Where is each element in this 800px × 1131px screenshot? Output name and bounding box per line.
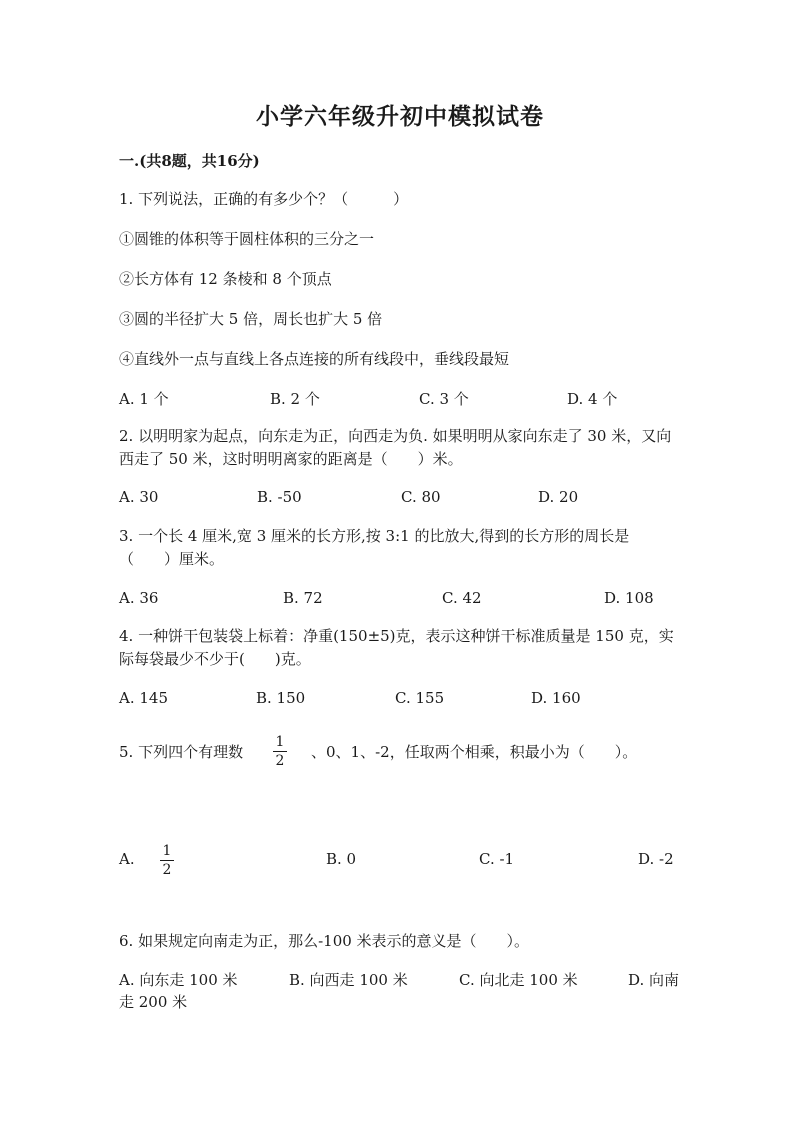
- question-6-stem: 6. 如果规定向南走为正，那么-100 米表示的意义是（ ）。: [119, 932, 530, 950]
- question-3-option-a[interactable]: A. 36: [119, 589, 159, 607]
- question-5-option-a[interactable]: [119, 850, 135, 868]
- fraction-numerator: 1: [162, 843, 172, 859]
- question-2-option-d[interactable]: D. 20: [538, 488, 579, 506]
- question-2-option-b[interactable]: B. -50: [257, 488, 302, 506]
- question-6-option-b[interactable]: B. 向西走 100 米: [289, 971, 408, 989]
- question-2-option-a[interactable]: A. 30: [119, 488, 159, 506]
- fraction-denominator: 2: [275, 753, 285, 769]
- question-1-option-c[interactable]: C. 3 个: [419, 390, 469, 408]
- question-4-option-d[interactable]: D. 160: [531, 689, 581, 707]
- question-6-option-c[interactable]: C. 向北走 100 米: [459, 971, 578, 989]
- question-4-option-a[interactable]: A. 145: [119, 689, 168, 707]
- question-3-option-c[interactable]: C. 42: [442, 589, 482, 607]
- question-5-stem-start: 5. 下列四个有理数: [119, 743, 244, 761]
- question-4-option-b[interactable]: B. 150: [256, 689, 306, 707]
- question-3-stem: 3. 一个长 4 厘米,宽 3 厘米的长方形,按 3:1 的比放大,得到的长方形的周长是（ ）厘米。: [119, 527, 630, 568]
- question-1-option-d[interactable]: D. 4 个: [567, 390, 618, 408]
- fraction-bar: [160, 860, 174, 861]
- question-5-stem-end: 、0、1、-2，任取两个相乘，积最小为（ ）。: [311, 743, 638, 761]
- question-4-option-c[interactable]: C. 155: [395, 689, 445, 707]
- question-5-fraction: [272, 734, 288, 769]
- question-1-option-a[interactable]: A. 1 个: [119, 390, 169, 408]
- question-6-option-d-continued: 走 200 米: [119, 993, 188, 1011]
- question-1-statement-3: ③圆的半径扩大 5 倍，周长也扩大 5 倍: [119, 310, 383, 328]
- question-3-option-d[interactable]: D. 108: [604, 589, 654, 607]
- question-2-option-c[interactable]: C. 80: [401, 488, 441, 506]
- section-heading: 一.(共8题，共16分): [119, 152, 260, 170]
- question-5-option-b[interactable]: B. 0: [326, 850, 357, 868]
- question-5-option-d[interactable]: D. -2: [638, 850, 674, 868]
- fraction-denominator: 2: [162, 862, 172, 878]
- question-5-option-a-label: A.: [119, 850, 135, 868]
- question-3-option-b[interactable]: B. 72: [283, 589, 323, 607]
- question-5-option-a-fraction: [159, 843, 175, 878]
- question-1-statement-4: ④直线外一点与直线上各点连接的所有线段中，垂线段最短: [119, 350, 510, 368]
- question-1-statement-1: ①圆锥的体积等于圆柱体积的三分之一: [119, 230, 375, 248]
- question-1-statement-2: ②长方体有 12 条棱和 8 个顶点: [119, 270, 332, 288]
- fraction-numerator: 1: [275, 734, 285, 750]
- question-6-option-d[interactable]: D. 向南: [628, 971, 680, 989]
- question-2-stem: 2. 以明明家为起点，向东走为正，向西走为负. 如果明明从家向东走了 30 米，又向西走了 50 米，这时明明离家的距离是（ ）米。: [119, 427, 672, 468]
- question-1-stem: 1. 下列说法，正确的有多少个？（ ）: [119, 190, 409, 208]
- exam-title: 小学六年级升初中模拟试卷: [256, 103, 544, 130]
- question-1-option-b[interactable]: B. 2 个: [270, 390, 320, 408]
- question-4-stem: 4. 一种饼干包装袋上标着：净重(150±5)克，表示这种饼干标准质量是 150 克，实际每袋最少不少于( )克。: [119, 627, 674, 668]
- question-6-option-a[interactable]: A. 向东走 100 米: [119, 971, 238, 989]
- fraction-bar: [273, 751, 287, 752]
- question-5-option-c[interactable]: C. -1: [479, 850, 515, 868]
